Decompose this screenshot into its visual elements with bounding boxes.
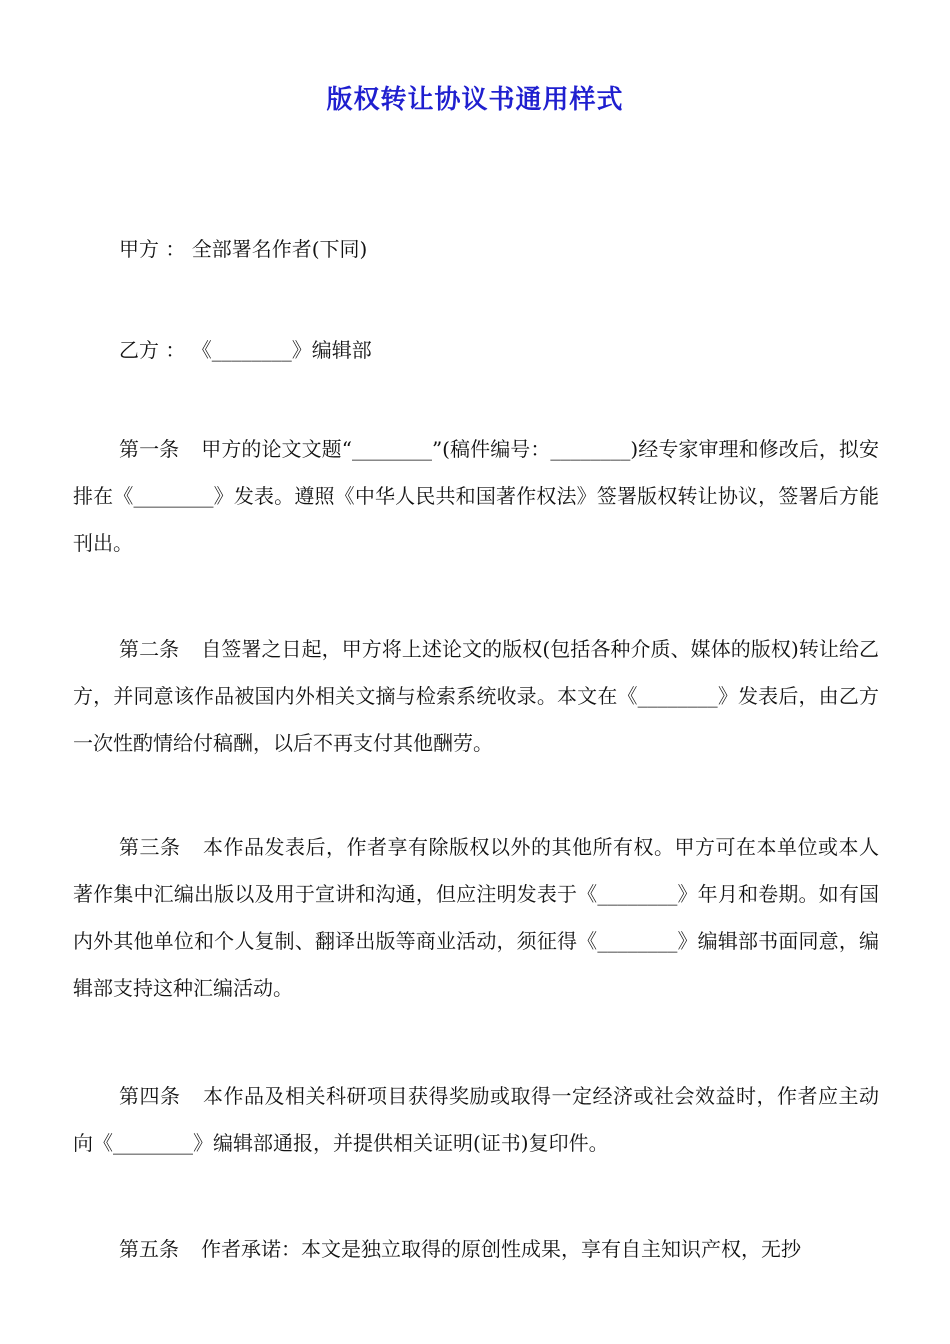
article-text: 本作品发表后，作者享有除版权以外的其他所有权。甲方可在本单位或本人著作集中汇编出版以及用于宣讲和沟通，但应注明发表于《________》年月和卷期。如有国内外其他单位和个人复制、翻译出版等商业活动，须征得《________》编辑部书面同意，编辑部支持这种汇编活动。 <box>73 835 879 1000</box>
article-text: 本作品及相关科研项目获得奖励或取得一定经济或社会效益时，作者应主动向《________》编辑部通报，并提供相关证明(证书)复印件。 <box>73 1084 879 1155</box>
party-b: 乙方 ： 《________》编辑部 <box>119 338 372 362</box>
article-text: 作者承诺：本文是独立取得的原创性成果，享有自主知识产权，无抄 <box>201 1237 801 1261</box>
article-4 <box>73 1073 879 1167</box>
article-text: 甲方的论文文题“________”(稿件编号：________)经专家审理和修改后，拟安排在《________》发表。遵照《中华人民共和国著作权法》签署版权转让协议，签署后方能刊出。 <box>73 437 879 555</box>
article-label: 第三条 <box>119 835 181 859</box>
party-a: 甲方 ： 全部署名作者(下同) <box>119 237 368 261</box>
document-title: 版权转让协议书通用样式 <box>326 85 624 115</box>
article-label: 第二条 <box>119 637 180 661</box>
article-3 <box>73 824 879 1012</box>
article-1 <box>73 426 879 567</box>
article-5 <box>73 1226 879 1273</box>
article-label: 第一条 <box>119 437 180 461</box>
article-2 <box>73 626 879 767</box>
article-text: 自签署之日起，甲方将上述论文的版权(包括各种介质、媒体的版权)转让给乙方，并同意该作品被国内外相关文摘与检索系统收录。本文在《________》发表后，由乙方一次性酌情给付稿酬，以后不再支付其他酬劳。 <box>73 637 880 755</box>
article-label: 第四条 <box>119 1084 181 1108</box>
article-label: 第五条 <box>119 1237 179 1261</box>
